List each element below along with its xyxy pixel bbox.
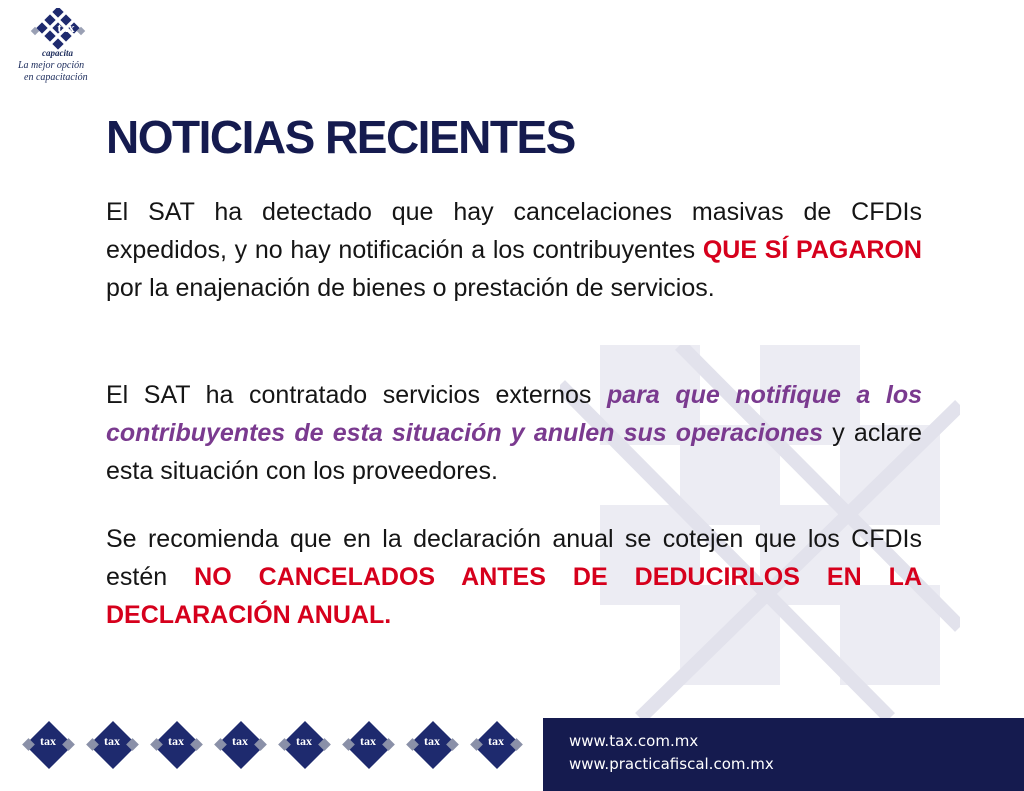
paragraph-2-text-a: El SAT ha contratado servicios externos bbox=[106, 381, 607, 409]
footer-url-practicafiscal[interactable]: www.practicafiscal.com.mx bbox=[569, 755, 774, 773]
paragraph-2-text-b: y aclare esta situación con los proveedores. bbox=[106, 419, 922, 485]
logo-sub: capacita bbox=[42, 48, 73, 58]
footer-band bbox=[543, 718, 1024, 791]
footer-logo bbox=[22, 718, 82, 772]
logo-tagline-1: La mejor opción bbox=[18, 60, 85, 71]
footer-logo bbox=[470, 718, 530, 772]
footer-logo-strip bbox=[22, 718, 542, 772]
footer-logo-word: tax bbox=[232, 734, 248, 748]
paragraph-2 bbox=[106, 376, 922, 490]
footer-logo-word: tax bbox=[104, 734, 120, 748]
page-title: NOTICIAS RECIENTES bbox=[106, 111, 575, 163]
footer-logo bbox=[342, 718, 402, 772]
footer-logo-word: tax bbox=[424, 734, 440, 748]
footer-logo bbox=[86, 718, 146, 772]
footer-logo-word: tax bbox=[296, 734, 312, 748]
paragraph-1-highlight: QUE SÍ PAGARON bbox=[702, 236, 922, 264]
footer-logo bbox=[278, 718, 338, 772]
paragraph-2-highlight: para que notifique a los contribuyentes de esta situación y anulen sus operaciones bbox=[106, 381, 923, 447]
footer-logo-word: tax bbox=[40, 734, 56, 748]
paragraph-1-text-b: por la enajenación de bienes o prestación de servicios. bbox=[106, 274, 715, 302]
footer-logo bbox=[214, 718, 274, 772]
footer-logo-word: tax bbox=[488, 734, 504, 748]
paragraph-3 bbox=[106, 520, 922, 634]
paragraph-3-highlight: NO CANCELADOS ANTES DE DEDUCIRLOS EN LA DECLARACIÓN ANUAL. bbox=[106, 563, 922, 629]
paragraph-1-text-a: El SAT ha detectado que hay cancelaciones masivas de CFDIs expedidos, y no hay notificación a los contribuyentes bbox=[106, 198, 922, 264]
tax-capacita-logo bbox=[18, 8, 98, 88]
paragraph-3-text-a: Se recomienda que en la declaración anual se cotejen que los CFDIs estén bbox=[106, 525, 922, 591]
footer-logo bbox=[406, 718, 466, 772]
footer-logo-word: tax bbox=[168, 734, 184, 748]
footer-logo-word: tax bbox=[360, 734, 376, 748]
footer-url-tax[interactable]: www.tax.com.mx bbox=[569, 732, 699, 750]
footer-logo bbox=[150, 718, 210, 772]
logo-tagline-2: en capacitación bbox=[24, 72, 88, 83]
logo-word: tax bbox=[57, 20, 75, 35]
paragraph-1 bbox=[106, 193, 922, 307]
